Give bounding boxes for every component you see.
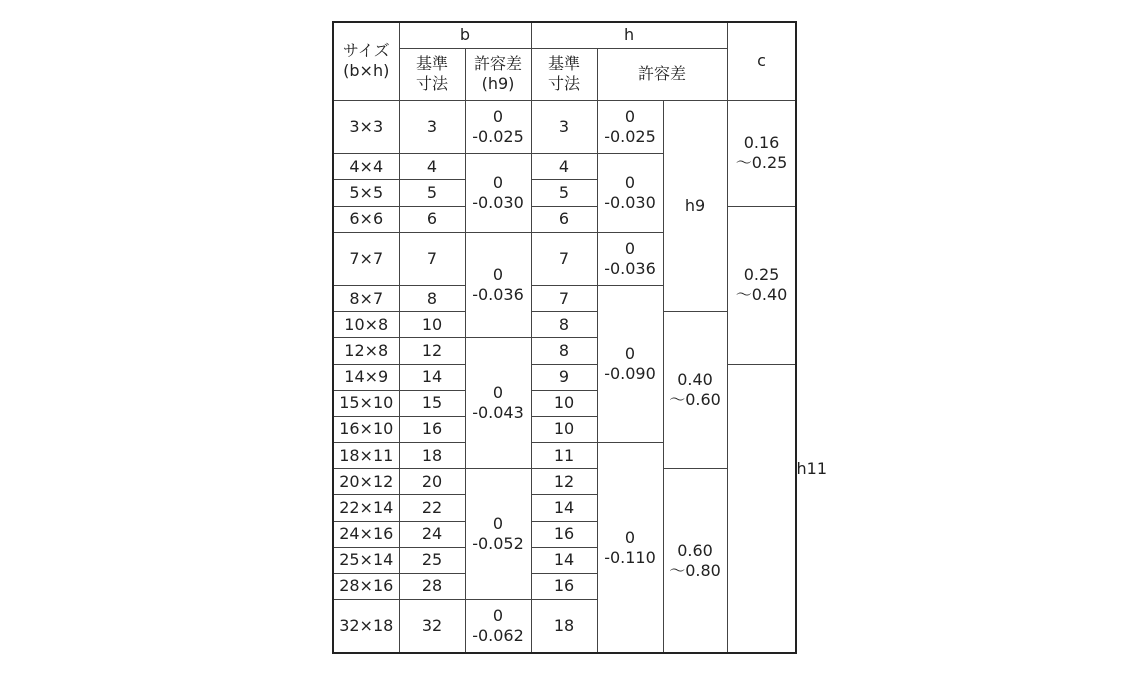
h-tolerance-cell: 0 -0.030 xyxy=(597,154,663,232)
size-cell: 4×4 xyxy=(333,154,399,180)
h-basic-cell: 10 xyxy=(531,416,597,442)
b-basic-cell: 8 xyxy=(399,286,465,312)
header-h-basic: 基準 寸法 xyxy=(531,48,597,100)
h-basic-cell: 10 xyxy=(531,390,597,416)
header-h-tolerance: 許容差 xyxy=(597,48,727,100)
size-cell: 32×18 xyxy=(333,599,399,653)
h-basic-cell: 14 xyxy=(531,547,597,573)
b-basic-cell: 14 xyxy=(399,364,465,390)
b-basic-cell: 16 xyxy=(399,416,465,442)
header-c: c xyxy=(727,22,796,100)
h-basic-cell: 16 xyxy=(531,573,597,599)
header-b: b xyxy=(399,22,531,48)
c-cell: 0.40 ～0.60 xyxy=(663,312,727,469)
table-row xyxy=(333,312,796,338)
b-basic-cell: 15 xyxy=(399,390,465,416)
b-tolerance-cell: 0 -0.043 xyxy=(465,338,531,469)
size-cell: 25×14 xyxy=(333,547,399,573)
b-basic-cell: 6 xyxy=(399,206,465,232)
h-basic-cell: 11 xyxy=(531,443,597,469)
h-tolerance-cell: 0 -0.110 xyxy=(597,443,663,653)
h-tolerance-cell: 0 -0.036 xyxy=(597,232,663,285)
b-basic-cell: 28 xyxy=(399,573,465,599)
table-row: 8×7 8 7 0 -0.090 h11 xyxy=(333,286,796,312)
size-cell: 14×9 xyxy=(333,364,399,390)
h-basic-cell: 14 xyxy=(531,495,597,521)
c-cell: 0.25 ～0.40 xyxy=(727,206,796,364)
table-row xyxy=(333,469,796,495)
b-basic-cell: 25 xyxy=(399,547,465,573)
h-class-cell: h9 xyxy=(663,100,727,311)
size-cell: 5×5 xyxy=(333,180,399,206)
header-b-basic: 基準 寸法 xyxy=(399,48,465,100)
b-basic-cell: 4 xyxy=(399,154,465,180)
b-tolerance-cell: 0 -0.062 xyxy=(465,599,531,653)
c-cell: 0.16 ～0.25 xyxy=(727,100,796,206)
size-cell: 22×14 xyxy=(333,495,399,521)
h-basic-cell: 8 xyxy=(531,312,597,338)
header-b-tolerance: 許容差 (h9) xyxy=(465,48,531,100)
size-cell: 6×6 xyxy=(333,206,399,232)
header-size: サイズ (b×h) xyxy=(333,22,399,100)
c-cell: 0.60 ～0.80 xyxy=(663,469,727,653)
b-basic-cell: 20 xyxy=(399,469,465,495)
size-cell: 24×16 xyxy=(333,521,399,547)
size-cell: 12×8 xyxy=(333,338,399,364)
b-tolerance-cell: 0 -0.025 xyxy=(465,100,531,153)
h-basic-cell: 18 xyxy=(531,599,597,653)
h-basic-cell: 8 xyxy=(531,338,597,364)
size-cell: 20×12 xyxy=(333,469,399,495)
b-basic-cell: 3 xyxy=(399,100,465,153)
size-cell: 28×16 xyxy=(333,573,399,599)
b-basic-cell: 18 xyxy=(399,443,465,469)
size-cell: 7×7 xyxy=(333,232,399,285)
b-basic-cell: 10 xyxy=(399,312,465,338)
b-tolerance-cell: 0 -0.030 xyxy=(465,154,531,232)
b-basic-cell: 24 xyxy=(399,521,465,547)
key-dimension-table xyxy=(332,21,828,654)
h-basic-cell: 3 xyxy=(531,100,597,153)
size-cell: 3×3 xyxy=(333,100,399,153)
h-basic-cell: 6 xyxy=(531,206,597,232)
h-tolerance-cell: 0 -0.090 xyxy=(597,286,663,443)
h-basic-cell: 9 xyxy=(531,364,597,390)
h-tolerance-cell: 0 -0.025 xyxy=(597,100,663,153)
h-basic-cell: 12 xyxy=(531,469,597,495)
size-cell: 8×7 xyxy=(333,286,399,312)
b-tolerance-cell: 0 -0.052 xyxy=(465,469,531,600)
h-basic-cell: 4 xyxy=(531,154,597,180)
h-basic-cell: 16 xyxy=(531,521,597,547)
table-row xyxy=(333,100,796,153)
h-basic-cell: 7 xyxy=(531,232,597,285)
b-basic-cell: 7 xyxy=(399,232,465,285)
size-cell: 10×8 xyxy=(333,312,399,338)
b-basic-cell: 5 xyxy=(399,180,465,206)
b-basic-cell: 22 xyxy=(399,495,465,521)
b-basic-cell: 32 xyxy=(399,599,465,653)
size-cell: 18×11 xyxy=(333,443,399,469)
size-cell: 15×10 xyxy=(333,390,399,416)
size-cell: 16×10 xyxy=(333,416,399,442)
b-basic-cell: 12 xyxy=(399,338,465,364)
h-basic-cell: 7 xyxy=(531,286,597,312)
h-basic-cell: 5 xyxy=(531,180,597,206)
header-h: h xyxy=(531,22,727,48)
table-row xyxy=(333,206,796,232)
b-tolerance-cell: 0 -0.036 xyxy=(465,232,531,338)
